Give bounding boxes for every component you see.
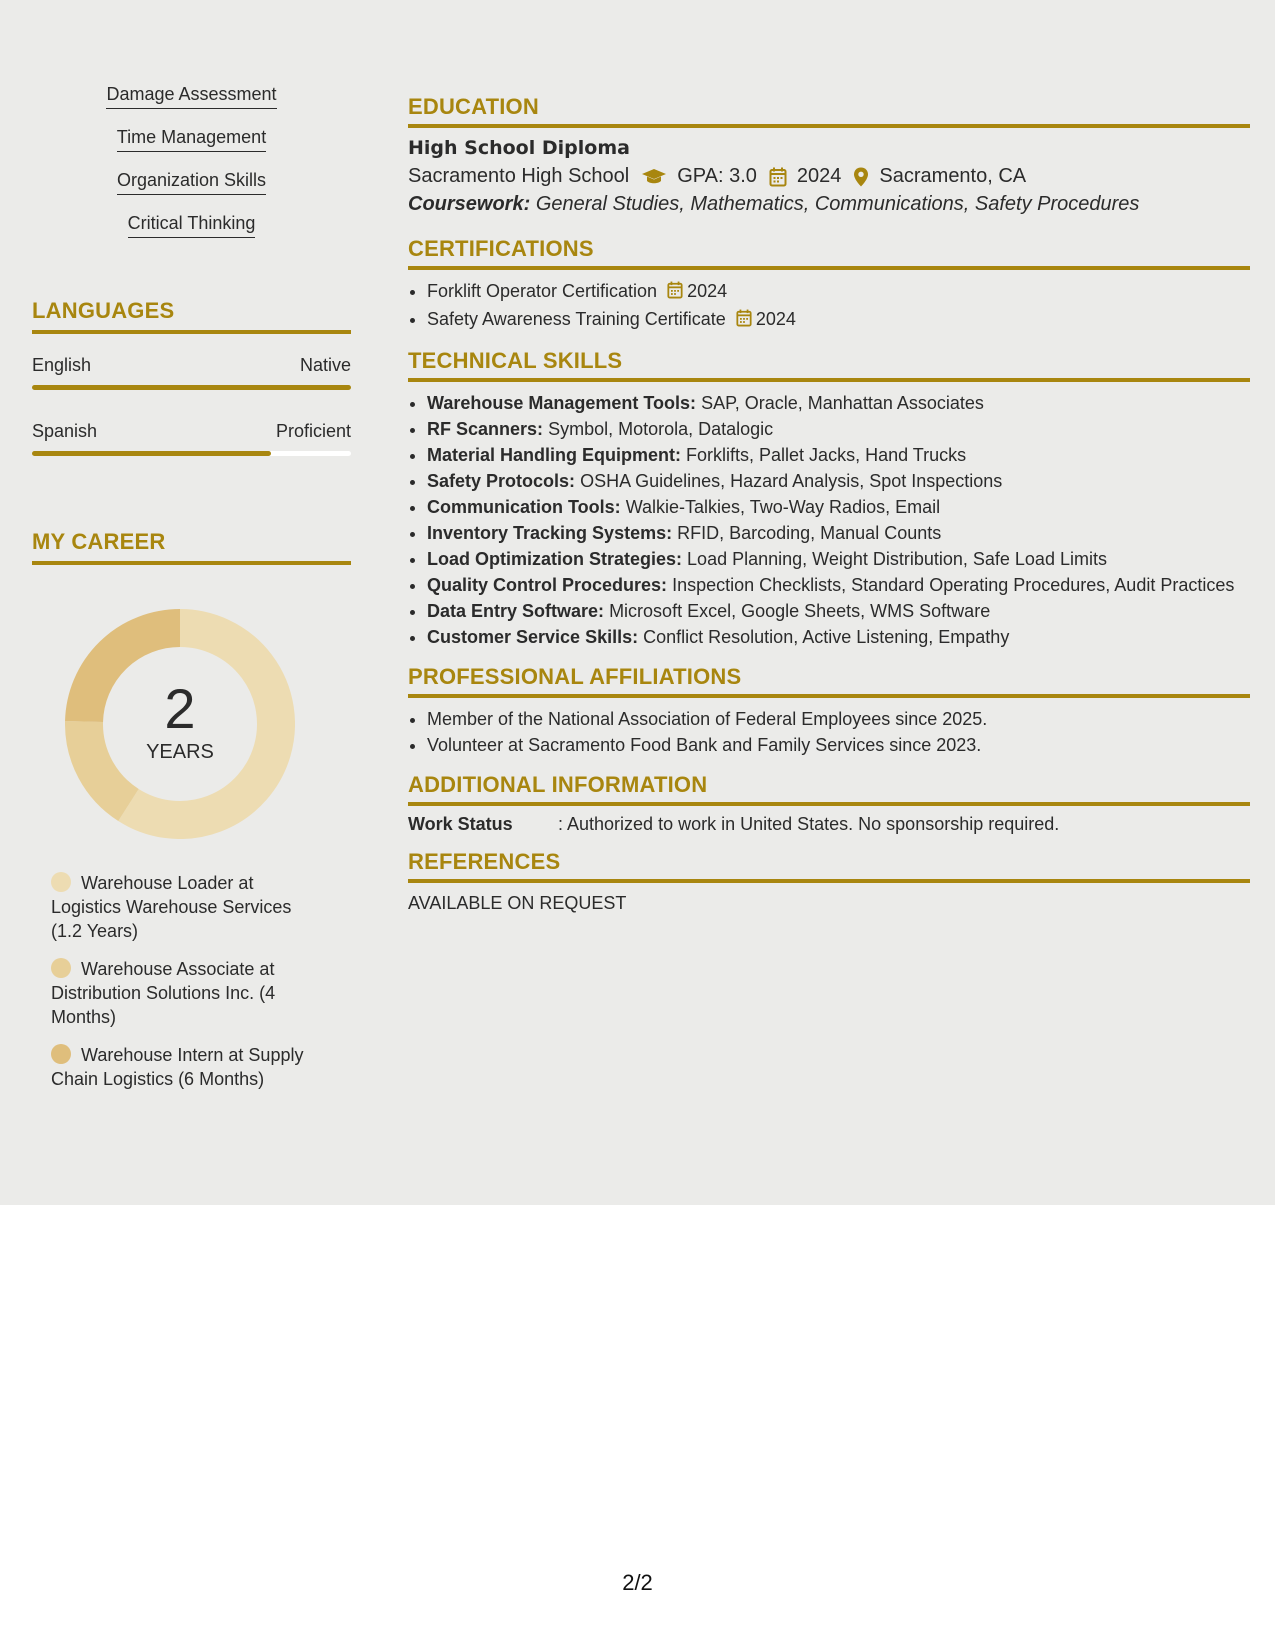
- technical-skill-item: [427, 390, 1250, 416]
- location-pin-icon: [853, 167, 869, 187]
- technical-skill-item: [427, 416, 1250, 442]
- references-heading: REFERENCES: [408, 849, 1250, 883]
- skill-category: Warehouse Management Tools:: [427, 393, 697, 413]
- affiliation-item: • Volunteer at Sacramento Food Bank and Family Services since 2023.: [427, 732, 1250, 758]
- coursework-value: General Studies, Mathematics, Communications, Safety Procedures: [535, 193, 1140, 215]
- legend-dot: [51, 958, 71, 978]
- left-column: [32, 84, 351, 1105]
- career-total-number: 2: [164, 677, 196, 740]
- education-heading: EDUCATION: [408, 94, 1250, 128]
- language-level: Native: [299, 355, 351, 375]
- additional-info-heading: ADDITIONAL INFORMATION: [408, 772, 1250, 806]
- career-total-unit: YEARS: [146, 741, 214, 763]
- skill-values: Walkie-Talkies, Two-Way Radios, Email: [625, 497, 941, 517]
- affiliations-section: [408, 664, 1250, 758]
- gpa: GPA: 3.0: [677, 165, 757, 187]
- skill-values: SAP, Oracle, Manhattan Associates: [701, 393, 984, 413]
- certifications-section: [408, 236, 1250, 334]
- career-legend-item: [51, 957, 321, 1029]
- language-bar-fill: [32, 451, 271, 456]
- legend-dot: [51, 872, 71, 892]
- languages-heading: LANGUAGES: [32, 298, 351, 334]
- skill-values: OSHA Guidelines, Hazard Analysis, Spot Inspections: [580, 471, 1003, 491]
- certification-name: Safety Awareness Training Certificate: [427, 309, 726, 329]
- skill-values: Symbol, Motorola, Datalogic: [548, 419, 774, 439]
- certification-item: [427, 306, 1250, 334]
- page-number: 2/2: [622, 1570, 653, 1595]
- certification-name: Forklift Operator Certification: [427, 281, 658, 301]
- affiliations-list: [408, 706, 1250, 758]
- graduation-year: 2024: [796, 165, 842, 187]
- coursework: [408, 193, 1250, 216]
- technical-skill-item: [427, 494, 1250, 520]
- calendar-icon: [769, 167, 787, 187]
- technical-skills-list: [408, 390, 1250, 650]
- career-heading: MY CAREER: [32, 529, 351, 565]
- skill-values: Conflict Resolution, Active Listening, Empathy: [643, 627, 1010, 647]
- school-location: Sacramento, CA: [879, 165, 1027, 187]
- degree-title: High School Diploma: [408, 137, 630, 159]
- skill-category: Load Optimization Strategies:: [427, 549, 683, 569]
- school-name: Sacramento High School: [408, 165, 630, 187]
- skill-values: RFID, Barcoding, Manual Counts: [677, 523, 942, 543]
- graduation-cap-icon: [641, 168, 667, 186]
- language-name: Spanish: [32, 421, 98, 441]
- technical-skill-item: [427, 546, 1250, 572]
- skill-values: Microsoft Excel, Google Sheets, WMS Software: [609, 601, 991, 621]
- references-section: [408, 849, 1250, 914]
- certification-item: [427, 278, 1250, 306]
- technical-skill-item: [427, 520, 1250, 546]
- education-section: [408, 94, 1250, 216]
- certifications-list: [408, 278, 1250, 334]
- certifications-heading: CERTIFICATIONS: [408, 236, 1250, 270]
- legend-label: Warehouse Associate at Distribution Solutions Inc. (4 Months): [51, 959, 276, 1027]
- skill-category: Material Handling Equipment:: [427, 445, 682, 465]
- legend-label: Warehouse Intern at Supply Chain Logistics (6 Months): [51, 1045, 304, 1089]
- technical-skill-item: [427, 442, 1250, 468]
- legend-label: Warehouse Loader at Logistics Warehouse Services (1.2 Years): [51, 873, 292, 941]
- language-bar: [32, 385, 351, 390]
- skill-category: RF Scanners:: [427, 419, 544, 439]
- skill-category: Data Entry Software:: [427, 601, 605, 621]
- career-legend: [51, 871, 321, 1091]
- skill-values: Inspection Checklists, Standard Operating Procedures, Audit Practices: [672, 575, 1235, 595]
- skill-category: Quality Control Procedures:: [427, 575, 668, 595]
- skill-category: Safety Protocols:: [427, 471, 576, 491]
- career-legend-item: [51, 1043, 321, 1091]
- language-bar-fill: [32, 385, 351, 390]
- affiliation-item: • Member of the National Association of Federal Employees since 2025.: [427, 706, 1250, 732]
- right-column: [408, 94, 1250, 928]
- technical-skill-item: [427, 624, 1250, 650]
- calendar-icon: [736, 308, 752, 334]
- work-status-label: Work Status: [408, 814, 513, 834]
- technical-skill-item: [427, 468, 1250, 494]
- calendar-icon: [667, 280, 683, 306]
- certification-year: 2024: [687, 281, 728, 301]
- work-status: [408, 814, 1250, 835]
- technical-skills-heading: TECHNICAL SKILLS: [408, 348, 1250, 382]
- work-status-value: : Authorized to work in United States. No sponsorship required.: [558, 814, 1060, 834]
- language-english: [32, 354, 351, 390]
- affiliations-heading: PROFESSIONAL AFFILIATIONS: [408, 664, 1250, 698]
- legend-dot: [51, 1044, 71, 1064]
- career-donut: [65, 609, 295, 839]
- language-name: English: [32, 355, 92, 375]
- certification-year: 2024: [755, 309, 796, 329]
- additional-info-section: [408, 772, 1250, 835]
- skill-values: Load Planning, Weight Distribution, Safe Load Limits: [687, 549, 1107, 569]
- skill-item: Time Management: [117, 127, 266, 152]
- coursework-label: Coursework:: [408, 193, 531, 215]
- skill-item: Damage Assessment: [106, 84, 276, 109]
- career-legend-item: [51, 871, 321, 943]
- technical-skill-item: [427, 598, 1250, 624]
- language-bar: [32, 451, 351, 456]
- skills-list: [32, 84, 351, 256]
- language-spanish: [32, 420, 351, 456]
- skill-item: Critical Thinking: [128, 213, 256, 238]
- references-text: AVAILABLE ON REQUEST: [408, 893, 627, 913]
- skill-item: Organization Skills: [117, 170, 266, 195]
- skill-category: Communication Tools:: [427, 497, 621, 517]
- education-details: [408, 165, 1250, 188]
- technical-skill-item: [427, 572, 1250, 598]
- language-level: Proficient: [275, 421, 351, 441]
- skill-values: Forklifts, Pallet Jacks, Hand Trucks: [686, 445, 967, 465]
- technical-skills-section: [408, 348, 1250, 650]
- skill-category: Customer Service Skills:: [427, 627, 639, 647]
- skill-category: Inventory Tracking Systems:: [427, 523, 673, 543]
